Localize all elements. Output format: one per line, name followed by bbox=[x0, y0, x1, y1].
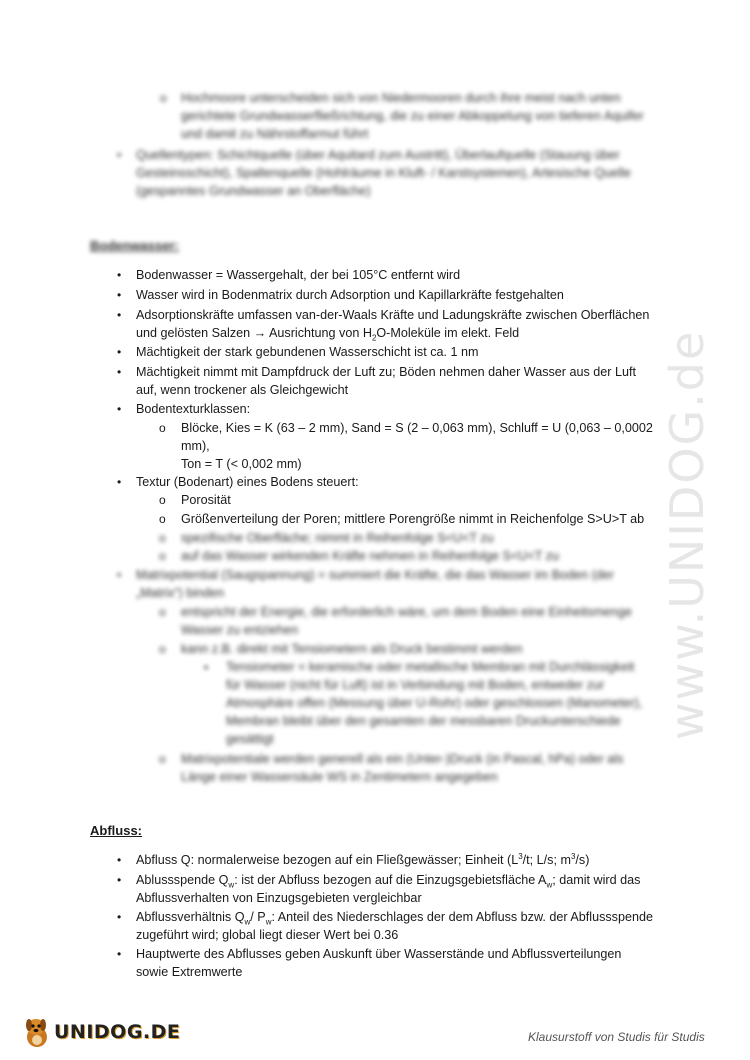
unidog-logo[interactable] bbox=[22, 1015, 180, 1049]
blurred-text-line: Quellentypen: Schichtquelle (über Aquitard zum Austritt), Überlaufquelle (Stauung über bbox=[136, 148, 620, 162]
blurred-text-line: Matrixpotentiale werden generell als ein (Unter-)Druck (in Pascal, hPa) oder als bbox=[181, 752, 624, 766]
list-item-continued: und gelösten Salzen → Ausrichtung von $H_2O$-Moleküle im elekt. Feld bbox=[136, 326, 520, 343]
sub-bullet-icon: o bbox=[159, 512, 166, 526]
sub-bullet-icon: o bbox=[159, 549, 166, 563]
section-heading-abfluss: Abfluss: bbox=[90, 823, 142, 838]
list-item: Bodentexturklassen: bbox=[136, 402, 251, 416]
dog-mascot-icon bbox=[22, 1015, 52, 1049]
list-item: Abfluss Q: normalerweise bezogen auf ein Fließgewässer; Einheit ($L^3/t$; L/s; $m^3/s$) bbox=[136, 851, 590, 867]
sub-bullet-icon: o bbox=[159, 752, 166, 766]
section-heading-bodenwasser: Bodenwasser: bbox=[90, 238, 179, 253]
list-item: Adsorptionskräfte umfassen van-der-Waals Kräfte und Ladungskräfte zwischen Oberflächen bbox=[136, 308, 650, 322]
bullet-icon: • bbox=[117, 910, 122, 924]
blurred-text-line: Länge einer Wassersäule WS in Zentimetern angegeben bbox=[181, 770, 498, 784]
list-item: Ablussspende $Q_w$: ist der Abfluss bezogen auf die Einzugsgebietsfläche $A_w$; damit wird das bbox=[136, 873, 641, 890]
list-item-continued: auf, wenn trockener als Gleichgewicht bbox=[136, 383, 349, 397]
sub-list-item-continued: Ton = T (< 0,002 mm) bbox=[181, 457, 302, 471]
bullet-icon: • bbox=[117, 288, 122, 302]
blurred-text-line: Matrixpotential (Saugspannung) = summiert die Kräfte, die das Wasser im Boden (der bbox=[136, 568, 614, 582]
bullet-icon: • bbox=[117, 402, 122, 416]
sub-list-item-continued: mm), bbox=[181, 439, 210, 453]
sub-list-item: Porosität bbox=[181, 493, 231, 507]
bullet-icon: • bbox=[117, 345, 122, 359]
list-item: Abflussverhältnis $Q_w/$ $P_w$: Anteil des Niederschlages der dem Abfluss bzw. der Abflussspende bbox=[136, 910, 654, 927]
blurred-text-line: Atmosphäre offen (Messung über U-Rohr) oder geschlossen (Manometer), bbox=[226, 696, 643, 710]
bullet-icon: • bbox=[117, 873, 122, 887]
sub-list-item: Größenverteilung der Poren; mittlere Porengröße nimmt in Reichenfolge S>U>T ab bbox=[181, 512, 645, 526]
watermark-text: www.UNIDOG.de bbox=[660, 329, 714, 740]
list-item: Wasser wird in Bodenmatrix durch Adsorption und Kapillarkräfte festgehalten bbox=[136, 288, 564, 302]
blurred-text-line: (gespanntes Grundwasser an Oberfläche) bbox=[136, 184, 371, 198]
blurred-text-line: für Wasser (nicht für Luft) ist in Verbindung mit Boden, entweder zur bbox=[226, 678, 605, 692]
bullet-icon: • bbox=[117, 947, 122, 961]
blurred-text-line: Tensiometer = keramische oder metallische Membran mit Durchlässigkeit bbox=[226, 660, 635, 674]
blurred-text-line: und damit zu Nährstoffarmut führt bbox=[181, 127, 369, 141]
list-item: Mächtigkeit der stark gebundenen Wasserschicht ist ca. 1 nm bbox=[136, 345, 479, 359]
bullet-icon: • bbox=[117, 853, 122, 867]
list-item-continued: sowie Extremwerte bbox=[136, 965, 243, 979]
blurred-text-line: „Matrix“) binden bbox=[136, 586, 225, 600]
list-item: Textur (Bodenart) eines Bodens steuert: bbox=[136, 475, 359, 489]
sub-bullet-icon: o bbox=[159, 421, 166, 435]
list-item-continued: zugeführt wird; global liegt dieser Wert bei 0.36 bbox=[136, 928, 399, 942]
blurred-text-line: Gesteinsschicht), Spaltenquelle (Hohlräume in Kluft- / Karstsystemen), Artesische Quelle bbox=[136, 166, 631, 180]
list-item: Hauptwerte des Abflusses geben Auskunft über Wasserstände und Abflussverteilungen bbox=[136, 947, 622, 961]
sub-bullet-icon: o bbox=[160, 91, 167, 105]
bullet-icon: • bbox=[117, 568, 122, 582]
blurred-text-line: spezifische Oberfläche; nimmt in Reihenfolge S<U<T zu bbox=[181, 531, 494, 545]
sub-bullet-icon: o bbox=[159, 531, 166, 545]
square-bullet-icon: ▪ bbox=[204, 660, 209, 674]
sub-bullet-icon: o bbox=[159, 493, 166, 507]
blurred-text-line: gerichtete Grundwasserfließrichtung, die zu einer Abkoppelung von tieferen Aquifer bbox=[181, 109, 644, 123]
blurred-text-line: auf das Wasser wirkenden Kräfte nehmen in Reihenfolge S<U<T zu bbox=[181, 549, 560, 563]
sub-list-item: Blöcke, Kies = K (63 – 2 mm), Sand = S (2 – 0,063 mm), Schluff = U (0,063 – 0,0002 bbox=[181, 421, 653, 435]
brand-text: UNIDOG.DE bbox=[54, 1021, 181, 1043]
bullet-icon: • bbox=[117, 365, 122, 379]
blurred-text-line: kann z.B. direkt mit Tensiometern als Druck bestimmt werden bbox=[181, 642, 523, 656]
list-item-continued: Abflussverhalten von Einzugsgebieten vergleichbar bbox=[136, 891, 422, 905]
blurred-text-line: Membran bleibt über den gesamten der messbaren Druckunterschiede bbox=[226, 714, 621, 728]
blurred-text-line: Wasser zu entziehen bbox=[181, 623, 299, 637]
blurred-text-line: entspricht der Energie, die erforderlich wäre, um dem Boden eine Einheitsmenge bbox=[181, 605, 632, 619]
list-item: Mächtigkeit nimmt mit Dampfdruck der Luft zu; Böden nehmen daher Wasser aus der Luft bbox=[136, 365, 637, 379]
footer-tagline: Klausurstoff von Studis für Studis bbox=[528, 1030, 705, 1044]
blurred-text-line: gesättigt bbox=[226, 732, 274, 746]
blurred-text-line: Hochmoore unterscheiden sich von Niedermooren durch ihre meist nach unten bbox=[181, 91, 621, 105]
bullet-icon: • bbox=[117, 268, 122, 282]
bullet-icon: • bbox=[117, 308, 122, 322]
bullet-icon: • bbox=[117, 475, 122, 489]
list-item: Bodenwasser = Wassergehalt, der bei 105°C entfernt wird bbox=[136, 268, 461, 282]
bullet-icon: • bbox=[117, 148, 122, 162]
sub-bullet-icon: o bbox=[159, 605, 166, 619]
sub-bullet-icon: o bbox=[159, 642, 166, 656]
